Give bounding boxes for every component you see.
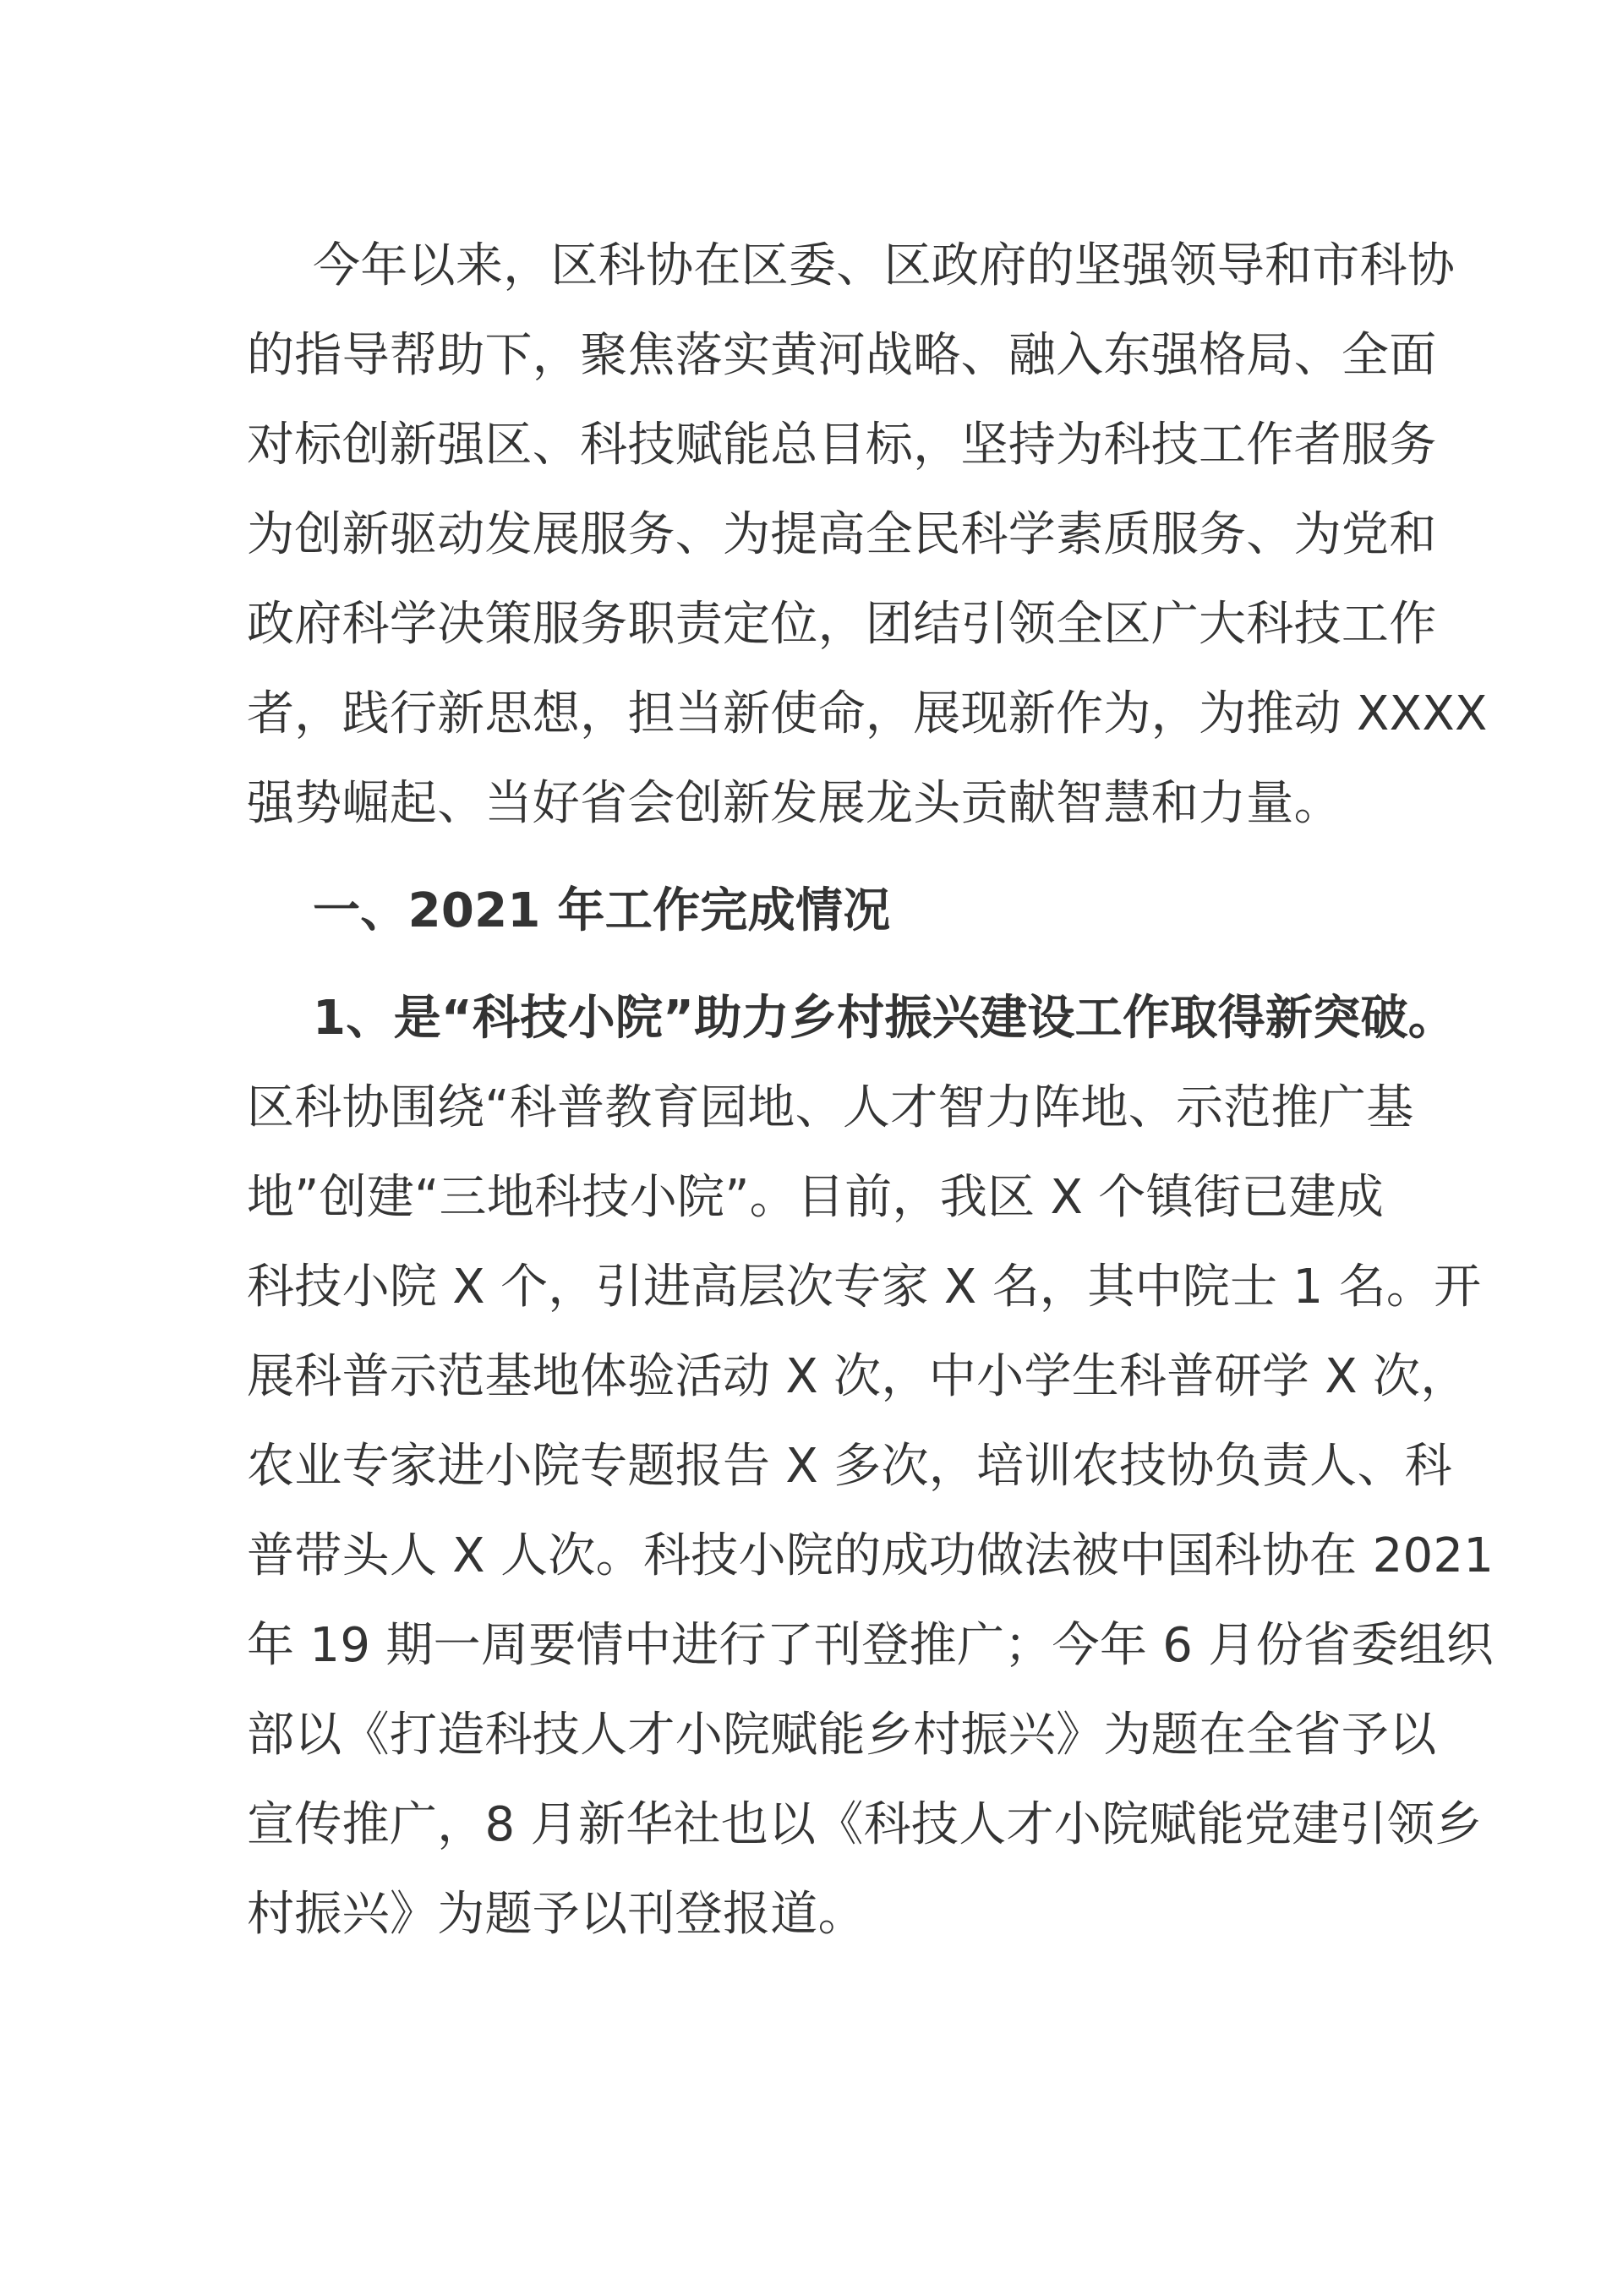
text-line: 部以《打造科技人才小院赋能乡村振兴》为题在全省予以	[247, 1708, 1437, 1763]
text-line: 农业专家进小院专题报告 X 多次，培训农技协负责人、科	[247, 1439, 1453, 1494]
text-line: 地”创建“三地科技小院”。目前，我区 X 个镇街已建成	[247, 1170, 1385, 1225]
text-line: 为创新驱动发展服务、为提高全民科学素质服务、为党和	[247, 507, 1437, 562]
section-heading: 一、2021 年工作完成情况	[313, 883, 891, 938]
document-page	[247, 221, 1495, 1960]
text-line: 者，践行新思想，担当新使命，展现新作为，为推动 XXXX	[247, 686, 1488, 741]
text-line: 年 19 期一周要情中进行了刊登推广；今年 6 月份省委组织	[247, 1618, 1495, 1673]
text-line: 普带头人 X 人次。科技小院的成功做法被中国科协在 2021	[247, 1528, 1495, 1583]
text-line: 对标创新强区、科技赋能总目标，坚持为科技工作者服务	[247, 418, 1437, 473]
text-line: 科技小院 X 个，引进高层次专家 X 名，其中院士 1 名。开	[247, 1260, 1482, 1315]
intro-paragraph	[247, 221, 1488, 849]
text-line: 政府科学决策服务职责定位，团结引领全区广大科技工作	[247, 597, 1437, 652]
item1-paragraph	[247, 974, 1495, 1960]
item-heading: 1、是“科技小院”助力乡村振兴建设工作取得新突破。	[313, 991, 1456, 1046]
text-line: 宣传推广，8 月新华社也以《科技人才小院赋能党建引领乡	[247, 1797, 1483, 1852]
text-line: 区科协围绕“科普教育园地、人才智力阵地、示范推广基	[247, 1080, 1414, 1135]
text-line: 强势崛起、当好省会创新发展龙头贡献智慧和力量。	[247, 776, 1342, 831]
text-line: 村振兴》为题予以刊登报道。	[247, 1887, 866, 1942]
text-line: 的指导帮助下，聚焦落实黄河战略、融入东强格局、全面	[247, 328, 1437, 383]
text-line: 今年以来，区科协在区委、区政府的坚强领导和市科协	[313, 238, 1456, 293]
text-line: 展科普示范基地体验活动 X 次，中小学生科普研学 X 次，	[247, 1349, 1468, 1404]
